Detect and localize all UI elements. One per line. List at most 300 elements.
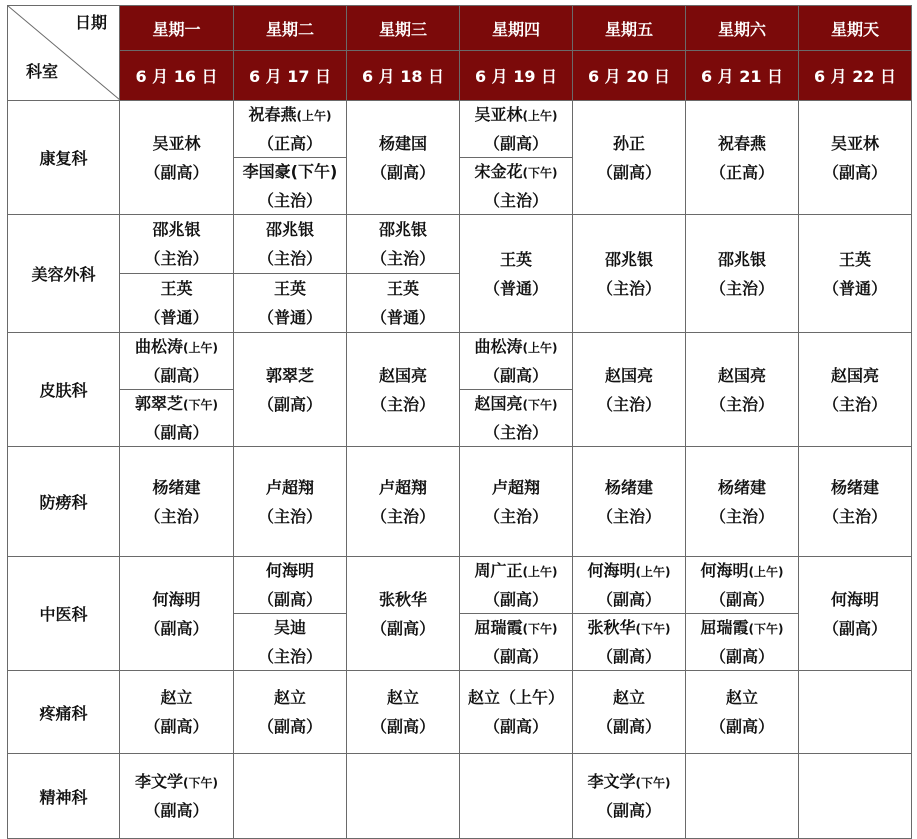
schedule-cell bbox=[120, 671, 234, 754]
doctor-entry bbox=[686, 246, 798, 302]
split-cell bbox=[120, 333, 233, 446]
schedule-cell bbox=[686, 754, 799, 839]
cell-lower-half bbox=[120, 273, 233, 332]
schedule-cell bbox=[234, 671, 347, 754]
doctor-entry bbox=[347, 684, 459, 740]
doctor-name: 王英 bbox=[838, 249, 871, 269]
doctor-name: 何海明 bbox=[265, 561, 314, 580]
doctor-name: 郭翠芝 bbox=[135, 394, 184, 413]
cell-upper-half bbox=[686, 557, 798, 613]
doctor-entry bbox=[234, 474, 346, 530]
weekday-header: 星期五 bbox=[573, 6, 686, 51]
cell-lower-half bbox=[234, 273, 346, 332]
split-cell bbox=[234, 101, 346, 214]
split-cell bbox=[234, 215, 346, 332]
doctor-title: （普通） bbox=[822, 278, 887, 298]
doctor-name-line bbox=[120, 390, 233, 419]
schedule-cell bbox=[347, 671, 460, 754]
department-row bbox=[8, 215, 912, 333]
doctor-name: 杨绪建 bbox=[830, 477, 879, 497]
doctor-entry bbox=[234, 557, 346, 613]
session-label: (下午) bbox=[183, 776, 218, 790]
doctor-entry bbox=[460, 684, 572, 740]
doctor-name-line bbox=[460, 333, 572, 362]
doctor-name: 赵国亮 bbox=[604, 365, 653, 385]
doctor-name-line bbox=[120, 275, 233, 304]
doctor-title: （主治） bbox=[257, 647, 322, 666]
schedule-cell bbox=[799, 101, 912, 215]
doctor-title: （副高） bbox=[257, 590, 322, 609]
doctor-name: 张秋华 bbox=[378, 589, 427, 609]
doctor-name-line bbox=[460, 684, 572, 713]
doctor-entry bbox=[460, 390, 572, 446]
doctor-name-line bbox=[686, 246, 798, 275]
doctor-name-line bbox=[573, 768, 685, 797]
doctor-title: （副高） bbox=[257, 717, 322, 736]
doctor-name-line bbox=[347, 684, 459, 713]
schedule-cell bbox=[120, 447, 234, 557]
schedule-cell bbox=[347, 557, 460, 671]
date-header: 6 月 19 日 bbox=[460, 51, 573, 101]
doctor-name: 何海明 bbox=[152, 589, 201, 609]
schedule-cell bbox=[460, 101, 573, 215]
split-cell bbox=[120, 215, 233, 332]
doctor-name-line bbox=[686, 474, 798, 503]
doctor-title: （普通） bbox=[144, 308, 209, 327]
schedule-cell bbox=[120, 557, 234, 671]
doctor-title: （主治） bbox=[822, 506, 887, 526]
cell-upper-half bbox=[460, 557, 572, 613]
doctor-name-line bbox=[460, 158, 572, 187]
doctor-entry bbox=[573, 684, 685, 740]
schedule-cell bbox=[573, 333, 686, 447]
schedule-cell bbox=[573, 754, 686, 839]
doctor-title: （副高） bbox=[709, 717, 774, 736]
doctor-name: 屈瑞霞 bbox=[474, 618, 523, 637]
doctor-title: （副高） bbox=[822, 162, 887, 182]
doctor-title: （副高） bbox=[257, 394, 322, 414]
doctor-entry bbox=[234, 216, 346, 272]
doctor-name-line bbox=[347, 586, 459, 615]
doctor-name: 郭翠芝 bbox=[265, 365, 314, 385]
doctor-name: 邵兆银 bbox=[604, 249, 653, 269]
doctor-entry bbox=[573, 362, 685, 418]
schedule-cell bbox=[799, 671, 912, 754]
cell-lower-half bbox=[460, 389, 572, 446]
doctor-name: 李文学 bbox=[587, 772, 636, 791]
doctor-title: （副高） bbox=[370, 717, 435, 736]
doctor-title: （主治） bbox=[483, 191, 548, 210]
doctor-entry bbox=[347, 362, 459, 418]
weekday-header: 星期一 bbox=[120, 6, 234, 51]
doctor-title: （主治） bbox=[709, 506, 774, 526]
doctor-entry bbox=[686, 474, 798, 530]
cell-lower-half bbox=[120, 389, 233, 446]
department-name: 中医科 bbox=[8, 557, 120, 671]
doctor-name: 曲松涛 bbox=[474, 337, 523, 356]
doctor-title: （主治） bbox=[370, 249, 435, 268]
doctor-title: （正高） bbox=[709, 162, 774, 182]
doctor-entry bbox=[686, 557, 798, 613]
session-label: (上午) bbox=[296, 109, 332, 123]
cell-lower-half bbox=[234, 157, 346, 214]
department-name: 皮肤科 bbox=[8, 333, 120, 447]
doctor-entry bbox=[120, 216, 233, 272]
department-row bbox=[8, 557, 912, 671]
doctor-entry bbox=[120, 275, 233, 331]
schedule-cell bbox=[460, 333, 573, 447]
cell-upper-half bbox=[460, 333, 572, 389]
doctor-entry bbox=[460, 101, 572, 157]
doctor-name-line bbox=[234, 158, 346, 187]
doctor-name: 何海明 bbox=[830, 589, 879, 609]
doctor-title: （普通） bbox=[483, 278, 548, 298]
doctor-name: 卢超翔 bbox=[265, 477, 314, 497]
doctor-title: （副高） bbox=[483, 366, 548, 385]
doctor-name: 祝春燕 bbox=[248, 105, 297, 124]
schedule-cell bbox=[799, 215, 912, 333]
split-cell bbox=[686, 557, 798, 670]
doctor-entry bbox=[120, 474, 233, 530]
doctor-title: （副高） bbox=[144, 801, 209, 820]
doctor-name: 张秋华 bbox=[587, 618, 636, 637]
doctor-title: （副高） bbox=[709, 647, 774, 666]
doctor-entry bbox=[120, 768, 233, 824]
date-header: 6 月 17 日 bbox=[234, 51, 347, 101]
date-header: 6 月 22 日 bbox=[799, 51, 912, 101]
doctor-name: 李文学 bbox=[135, 772, 184, 791]
doctor-name-line bbox=[460, 474, 572, 503]
department-name: 疼痛科 bbox=[8, 671, 120, 754]
cell-lower-half bbox=[573, 613, 685, 670]
doctor-entry bbox=[234, 101, 346, 157]
session-label: (上午) bbox=[522, 565, 558, 579]
cell-lower-half bbox=[686, 613, 798, 670]
doctor-entry bbox=[686, 614, 798, 670]
doctor-title: （副高） bbox=[596, 162, 661, 182]
doctor-name-line bbox=[460, 557, 572, 586]
doctor-name: 邵兆银 bbox=[265, 220, 314, 239]
doctor-title: （主治） bbox=[483, 423, 548, 442]
doctor-name-line bbox=[347, 275, 459, 304]
doctor-entry bbox=[460, 614, 572, 670]
weekday-header: 星期四 bbox=[460, 6, 573, 51]
doctor-entry bbox=[573, 474, 685, 530]
cell-upper-half bbox=[120, 333, 233, 389]
doctor-name: 屈瑞霞 bbox=[700, 618, 749, 637]
doctor-entry bbox=[799, 474, 911, 530]
doctor-entry bbox=[234, 614, 346, 670]
doctor-name-line bbox=[234, 557, 346, 586]
department-row bbox=[8, 671, 912, 754]
doctor-entry bbox=[460, 158, 572, 214]
schedule-cell bbox=[120, 333, 234, 447]
date-header-row bbox=[8, 51, 912, 101]
doctor-name: 王英 bbox=[386, 279, 419, 298]
schedule-cell bbox=[686, 333, 799, 447]
cell-upper-half bbox=[347, 215, 459, 273]
schedule-cell bbox=[686, 215, 799, 333]
doctor-title: （主治） bbox=[483, 506, 548, 526]
doctor-title: （副高） bbox=[144, 366, 209, 385]
doctor-name: 吴迪 bbox=[273, 618, 306, 637]
doctor-title: （副高） bbox=[596, 647, 661, 666]
doctor-name: 赵国亮 bbox=[717, 365, 766, 385]
doctor-title: （副高） bbox=[144, 162, 209, 182]
date-header: 6 月 18 日 bbox=[347, 51, 460, 101]
cell-upper-half bbox=[234, 557, 346, 613]
doctor-name-line bbox=[460, 390, 572, 419]
schedule-cell bbox=[460, 557, 573, 671]
schedule-cell bbox=[460, 754, 573, 839]
weekday-header: 星期六 bbox=[686, 6, 799, 51]
schedule-cell bbox=[347, 447, 460, 557]
doctor-name-line bbox=[120, 586, 233, 615]
doctor-title: （副高） bbox=[709, 590, 774, 609]
doctor-entry bbox=[234, 158, 346, 214]
schedule-cell bbox=[460, 215, 573, 333]
doctor-name: 杨绪建 bbox=[717, 477, 766, 497]
doctor-name-line bbox=[686, 362, 798, 391]
date-header: 6 月 21 日 bbox=[686, 51, 799, 101]
doctor-entry bbox=[799, 586, 911, 642]
department-row bbox=[8, 754, 912, 839]
doctor-title: （副高） bbox=[596, 717, 661, 736]
doctor-title: （副高） bbox=[370, 162, 435, 182]
doctor-entry bbox=[120, 586, 233, 642]
doctor-title: （副高） bbox=[144, 618, 209, 638]
session-label: (下午) bbox=[522, 166, 558, 180]
doctor-title: （主治） bbox=[257, 506, 322, 526]
doctor-name-line bbox=[573, 614, 685, 643]
doctor-entry bbox=[573, 246, 685, 302]
doctor-title: （主治） bbox=[709, 278, 774, 298]
schedule-cell bbox=[347, 101, 460, 215]
doctor-title: （主治） bbox=[596, 394, 661, 414]
doctor-entry bbox=[573, 768, 685, 824]
doctor-name: 曲松涛 bbox=[135, 337, 184, 356]
doctor-title: （副高） bbox=[144, 423, 209, 442]
doctor-name: 赵立 bbox=[160, 688, 193, 707]
doctor-name-line bbox=[347, 362, 459, 391]
doctor-name: 何海明 bbox=[587, 561, 636, 580]
department-row bbox=[8, 333, 912, 447]
department-row bbox=[8, 447, 912, 557]
doctor-title: （主治） bbox=[822, 394, 887, 414]
corner-header bbox=[8, 6, 120, 101]
doctor-name-line bbox=[573, 362, 685, 391]
doctor-title: （正高） bbox=[257, 134, 322, 153]
doctor-name: 卢超翔 bbox=[378, 477, 427, 497]
schedule-cell bbox=[573, 101, 686, 215]
doctor-name-line bbox=[460, 246, 572, 275]
doctor-name-line bbox=[234, 614, 346, 643]
schedule-cell bbox=[686, 671, 799, 754]
doctor-name-line bbox=[686, 557, 798, 586]
doctor-title: （主治） bbox=[257, 191, 322, 210]
cell-lower-half bbox=[234, 613, 346, 670]
doctor-name-line bbox=[686, 684, 798, 713]
doctor-title: （副高） bbox=[596, 590, 661, 609]
doctor-name-line bbox=[799, 246, 911, 275]
doctor-entry bbox=[347, 130, 459, 186]
doctor-title: （主治） bbox=[144, 506, 209, 526]
doctor-title: （普通） bbox=[257, 308, 322, 327]
doctor-name-line bbox=[120, 474, 233, 503]
cell-lower-half bbox=[460, 157, 572, 214]
doctor-title: （主治） bbox=[596, 278, 661, 298]
corner-dept-label: 科室 bbox=[26, 62, 59, 81]
weekday-header: 星期三 bbox=[347, 6, 460, 51]
doctor-title: （主治） bbox=[709, 394, 774, 414]
doctor-name: 赵立 bbox=[386, 688, 419, 707]
doctor-name: 宋金花 bbox=[474, 162, 523, 181]
doctor-name-line bbox=[799, 586, 911, 615]
doctor-entry bbox=[799, 362, 911, 418]
doctor-name-line bbox=[347, 130, 459, 159]
schedule-cell bbox=[573, 447, 686, 557]
doctor-entry bbox=[234, 362, 346, 418]
doctor-name-line bbox=[799, 474, 911, 503]
department-name: 康复科 bbox=[8, 101, 120, 215]
schedule-cell bbox=[120, 215, 234, 333]
doctor-name: 王英 bbox=[160, 279, 193, 298]
doctor-name-line bbox=[120, 684, 233, 713]
doctor-entry bbox=[799, 130, 911, 186]
doctor-entry bbox=[120, 390, 233, 446]
doctor-entry bbox=[347, 586, 459, 642]
weekday-header-row bbox=[8, 6, 912, 51]
split-cell bbox=[573, 557, 685, 670]
schedule-cell bbox=[347, 333, 460, 447]
session-label: (上午) bbox=[635, 565, 671, 579]
session-label: (下午) bbox=[183, 398, 218, 412]
doctor-entry bbox=[573, 557, 685, 613]
doctor-title: （主治） bbox=[370, 394, 435, 414]
doctor-entry bbox=[573, 614, 685, 670]
schedule-cell bbox=[120, 101, 234, 215]
schedule-cell bbox=[799, 447, 912, 557]
doctor-name: 周广正 bbox=[474, 561, 523, 580]
doctor-name: 杨绪建 bbox=[152, 477, 201, 497]
schedule-cell bbox=[234, 101, 347, 215]
department-name: 防痨科 bbox=[8, 447, 120, 557]
doctor-entry bbox=[686, 130, 798, 186]
schedule-cell bbox=[234, 447, 347, 557]
doctor-title: （副高） bbox=[822, 618, 887, 638]
cell-upper-half bbox=[234, 215, 346, 273]
doctor-title: （副高） bbox=[483, 717, 548, 736]
schedule-body bbox=[8, 101, 912, 839]
doctor-name-line bbox=[120, 216, 233, 245]
doctor-title: （普通） bbox=[370, 308, 435, 327]
doctor-entry bbox=[347, 275, 459, 331]
doctor-name: 卢超翔 bbox=[491, 477, 540, 497]
session-label: (上午) bbox=[183, 341, 218, 355]
doctor-name-line bbox=[573, 246, 685, 275]
doctor-entry bbox=[460, 246, 572, 302]
doctor-name: 孙正 bbox=[612, 133, 645, 153]
doctor-name-line bbox=[120, 768, 233, 797]
doctor-name-line bbox=[799, 130, 911, 159]
doctor-entry bbox=[573, 130, 685, 186]
session-label: (下午) bbox=[522, 622, 558, 636]
split-cell bbox=[460, 101, 572, 214]
doctor-entry bbox=[120, 130, 233, 186]
doctor-entry bbox=[347, 474, 459, 530]
doctor-name-line bbox=[573, 474, 685, 503]
doctor-entry bbox=[686, 362, 798, 418]
schedule-cell bbox=[799, 557, 912, 671]
doctor-name: 赵立 bbox=[612, 688, 645, 707]
doctor-title: （主治） bbox=[257, 249, 322, 268]
weekday-header: 星期二 bbox=[234, 6, 347, 51]
doctor-name-line bbox=[347, 474, 459, 503]
doctor-name: 祝春燕 bbox=[717, 133, 766, 153]
doctor-name-line bbox=[573, 557, 685, 586]
doctor-name: 何海明 bbox=[700, 561, 749, 580]
doctor-name: 赵国亮 bbox=[830, 365, 879, 385]
schedule-cell bbox=[347, 754, 460, 839]
doctor-name: 赵立 bbox=[725, 688, 758, 707]
date-header: 6 月 16 日 bbox=[120, 51, 234, 101]
doctor-name: 王英 bbox=[499, 249, 532, 269]
split-cell bbox=[347, 215, 459, 332]
doctor-name: 赵立 bbox=[273, 688, 306, 707]
schedule-cell bbox=[573, 671, 686, 754]
doctor-name-line bbox=[120, 333, 233, 362]
doctor-name: 吴亚林 bbox=[474, 105, 523, 124]
doctor-name: 吴亚林 bbox=[152, 133, 201, 153]
doctor-title: （副高） bbox=[144, 717, 209, 736]
schedule-cell bbox=[686, 101, 799, 215]
doctor-name: 赵国亮 bbox=[378, 365, 427, 385]
schedule-cell bbox=[460, 447, 573, 557]
session-label: (下午) bbox=[522, 398, 558, 412]
doctor-entry bbox=[347, 216, 459, 272]
session-label: (上午) bbox=[522, 109, 558, 123]
doctor-entry bbox=[460, 474, 572, 530]
session-label: (下午) bbox=[635, 776, 671, 790]
doctor-name-line bbox=[686, 130, 798, 159]
doctor-title: （副高） bbox=[483, 647, 548, 666]
doctor-name-line bbox=[573, 130, 685, 159]
doctor-name-line bbox=[234, 101, 346, 130]
session-label: (下午) bbox=[635, 622, 671, 636]
doctor-name-line bbox=[460, 614, 572, 643]
doctor-title: （副高） bbox=[483, 134, 548, 153]
cell-lower-half bbox=[460, 613, 572, 670]
doctor-name: 邵兆银 bbox=[152, 220, 201, 239]
department-name: 精神科 bbox=[8, 754, 120, 839]
schedule-cell bbox=[347, 215, 460, 333]
schedule-cell bbox=[799, 754, 912, 839]
doctor-entry bbox=[120, 333, 233, 389]
doctor-name: 王英 bbox=[273, 279, 306, 298]
schedule-cell bbox=[234, 215, 347, 333]
doctor-name-line bbox=[460, 101, 572, 130]
doctor-title: （主治） bbox=[144, 249, 209, 268]
doctor-name: 邵兆银 bbox=[717, 249, 766, 269]
doctor-entry bbox=[460, 557, 572, 613]
doctor-name: 赵立（上午） bbox=[467, 688, 564, 707]
doctor-name-line bbox=[234, 474, 346, 503]
schedule-cell bbox=[460, 671, 573, 754]
cell-upper-half bbox=[120, 215, 233, 273]
doctor-name-line bbox=[234, 216, 346, 245]
doctor-title: （主治） bbox=[596, 506, 661, 526]
cell-upper-half bbox=[234, 101, 346, 157]
